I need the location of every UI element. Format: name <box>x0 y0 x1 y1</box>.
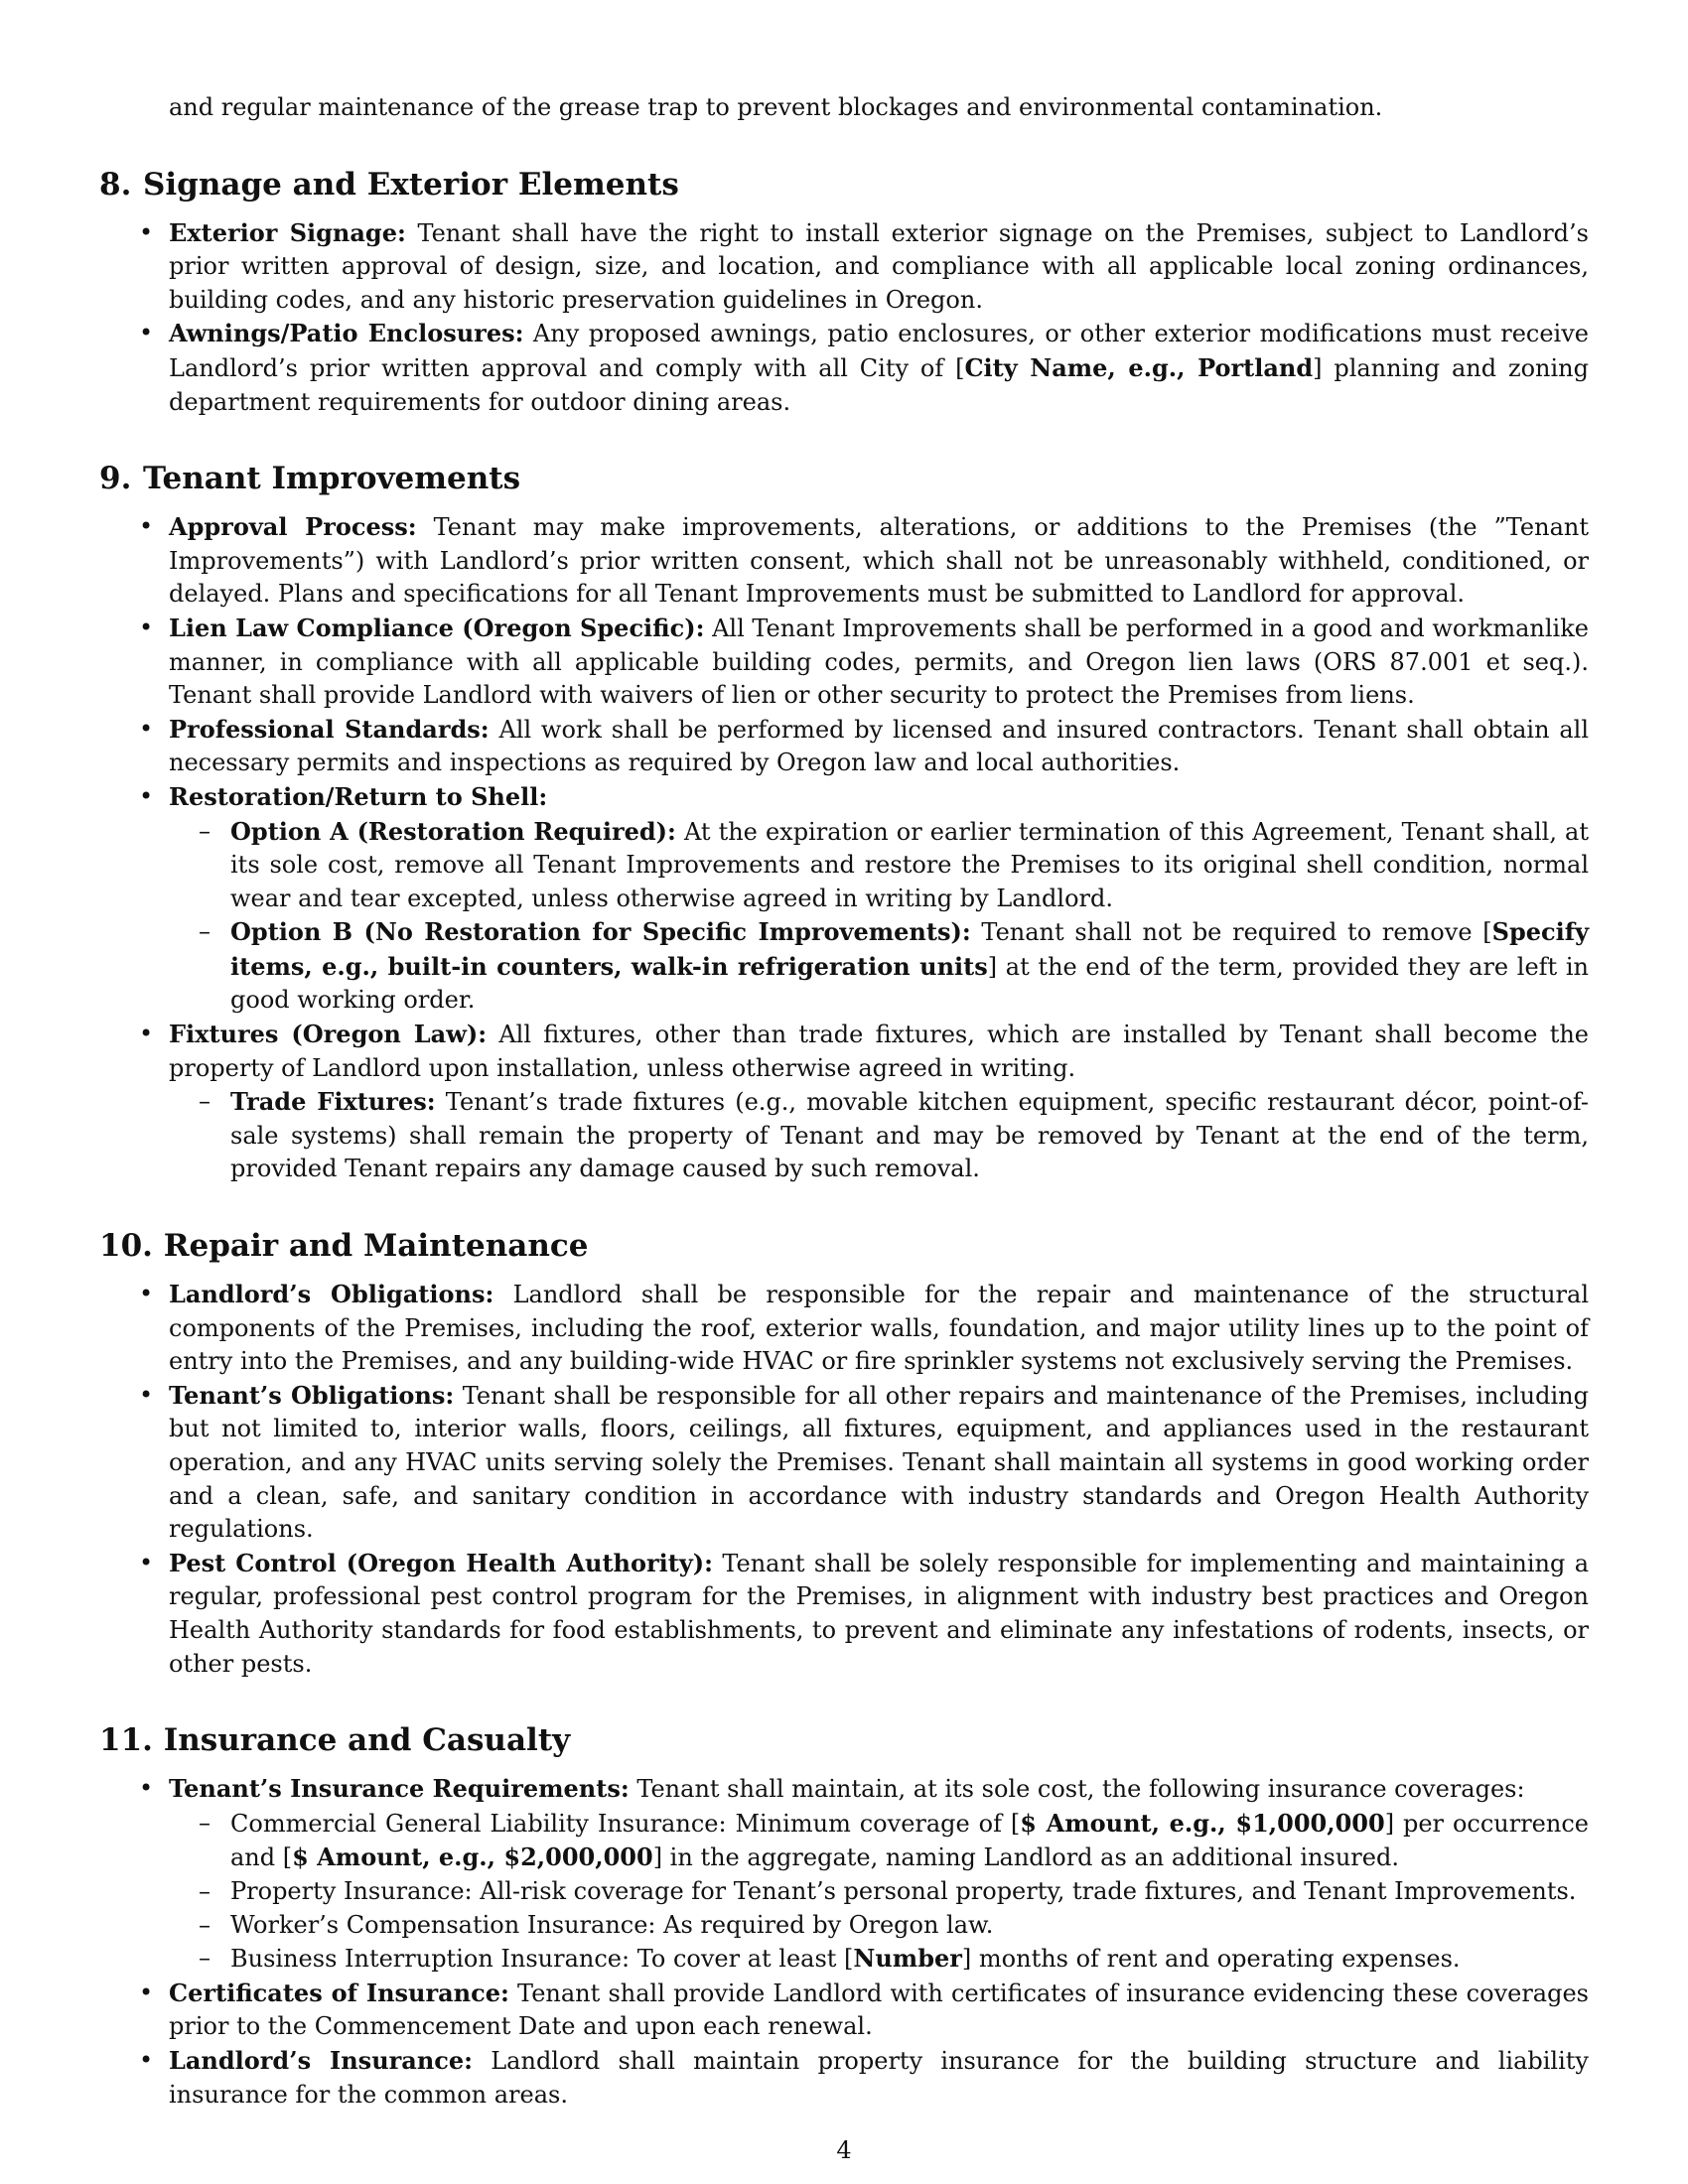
item-label: Awnings/Patio Enclosures: <box>169 319 524 348</box>
item-label: Landlord’s Obligations: <box>169 1280 494 1309</box>
list-item-landlord-insurance <box>169 2044 1589 2112</box>
item-text: ] months of rent and operating expenses. <box>961 1945 1461 1974</box>
section-10-heading <box>99 1226 1589 1266</box>
item-text: Tenant’s trade fixtures (e.g., movable kitchen equipment, specific restaurant décor, point-of-sale systems) shall remain the property of Tenant and may be removed by Tenant at the end of the term, provided Tenant repairs any damage caused by such removal. <box>230 1088 1589 1183</box>
item-text: All Tenant Improvements shall be performed in a good and workmanlike manner, in compliance with all applicable building codes, permits, and Oregon lien laws (ORS 87.001 et seq.). Tenant shall provide Landlord with waivers of lien or other security to protect the Premises from liens. <box>169 614 1589 710</box>
list-item-certificates <box>169 1977 1589 2044</box>
list-item-insurance-requirements <box>169 1772 1589 1977</box>
page-number: 4 <box>836 2136 852 2164</box>
item-text: Business Interruption Insurance: To cover at least [ <box>230 1945 854 1974</box>
item-label: Restoration/Return to Shell: <box>169 781 548 811</box>
item-text: At the expiration or earlier termination of this Agreement, Tenant shall, at its sole cost, remove all Tenant Improvements and restore the Premises to its original shell condition, normal wear and tear excepted, unless otherwise agreed in writing by Landlord. <box>230 817 1589 912</box>
item-label: Lien Law Compliance (Oregon Specific): <box>169 613 705 642</box>
list-item-awnings <box>169 317 1589 419</box>
intro-paragraph: and regular maintenance of the grease trap to prevent blockages and environmental contamination. <box>169 93 1383 121</box>
sublist-item-workers-comp: – Worker’s Compensation Insurance: As required by Oregon law. <box>230 1909 1589 1943</box>
item-label: Fixtures (Oregon Law): <box>169 1020 488 1049</box>
section-title: Insurance and Casualty <box>163 1722 571 1759</box>
item-text: All work shall be performed by licensed and insured contractors. Tenant shall obtain all necessary permits and inspections as required by Oregon law and local authorities. <box>169 715 1589 777</box>
item-text: ] in the aggregate, naming Landlord as an additional insured. <box>652 1843 1399 1872</box>
sublist-item-option-b <box>230 915 1589 1018</box>
list-item-tenant-obligations <box>169 1379 1589 1547</box>
item-label: Option B (No Restoration for Specific Improvements): <box>230 917 971 947</box>
item-text: All fixtures, other than trade fixtures, which are installed by Tenant shall become the property of Landlord upon installation, unless otherwise agreed in writing. <box>169 1021 1589 1082</box>
list-item-fixtures <box>169 1018 1589 1186</box>
section-11-list <box>99 1772 1589 2112</box>
item-label: Certificates of Insurance: <box>169 1978 509 2007</box>
item-text: Tenant shall provide Landlord with certificates of insurance evidencing these coverages prior to the Commencement Date and upon each renewal. <box>169 1979 1589 2041</box>
item-text: Tenant may make improvements, alterations, or additions to the Premises (the ”Tenant Improvements”) with Landlord’s prior written consent, which shall not be unreasonably withheld, conditioned, or delayed. Plans and specifications for all Tenant Improvements must be submitted to Landlord for approval. <box>169 513 1589 609</box>
item-label: Option A (Restoration Required): <box>230 816 676 846</box>
section-title: Repair and Maintenance <box>163 1228 589 1265</box>
list-item-restoration <box>169 780 1589 1018</box>
restoration-sublist <box>169 815 1589 1019</box>
placeholder-number: Number <box>853 1944 962 1974</box>
document-page <box>99 91 1589 2112</box>
fixtures-sublist <box>169 1085 1589 1186</box>
section-9-list <box>99 510 1589 1186</box>
item-label: Approval Process: <box>169 512 417 542</box>
item-text: Commercial General Liability Insurance: Minimum coverage of [ <box>230 1809 1021 1838</box>
list-item-approval-process <box>169 510 1589 612</box>
list-item-lien-law <box>169 612 1589 713</box>
item-text: Any proposed awnings, patio enclosures, or other exterior modifications must receive Landlord’s prior written approval and comply with all City of [ <box>169 320 1589 382</box>
sublist-item-business-interruption <box>230 1942 1589 1977</box>
list-item-pest-control <box>169 1547 1589 1681</box>
placeholder-specify-items: Specify items, e.g., built-in counters, walk-in refrigeration units <box>230 917 1590 981</box>
sublist-item-cgl <box>230 1807 1589 1875</box>
placeholder-amount-aggregate: $ Amount, e.g., $2,000,000 <box>292 1843 653 1872</box>
section-11-heading <box>99 1720 1589 1760</box>
insurance-sublist <box>169 1807 1589 1977</box>
item-label: Tenant’s Obligations: <box>169 1380 455 1410</box>
item-text: Tenant shall have the right to install exterior signage on the Premises, subject to Landlord’s prior written approval of design, size, and location, and compliance with all applicable local zoning ordinances, building codes, and any historic preservation guidelines in Oregon. <box>169 218 1589 314</box>
section-10-list <box>99 1278 1589 1681</box>
item-text: ] planning and zoning department requirements for outdoor dining areas. <box>169 353 1589 416</box>
item-label: Exterior Signage: <box>169 217 406 247</box>
list-item-landlord-obligations <box>169 1278 1589 1379</box>
item-label: Pest Control (Oregon Health Authority): <box>169 1548 714 1577</box>
sublist-item-trade-fixtures <box>230 1085 1589 1186</box>
item-text: ] at the end of the term, provided they are left in good working order. <box>230 952 1590 1015</box>
item-label: Professional Standards: <box>169 714 490 744</box>
section-number: 11. <box>99 1722 153 1759</box>
list-item-exterior-signage <box>169 216 1589 318</box>
placeholder-amount-occurrence: $ Amount, e.g., $1,000,000 <box>1020 1808 1385 1838</box>
item-label: Landlord’s Insurance: <box>169 2045 474 2075</box>
section-9-heading <box>99 459 1589 498</box>
item-text: Landlord shall maintain property insurance for the building structure and liability insurance for the common areas. <box>169 2046 1589 2109</box>
item-text: Tenant shall not be required to remove [ <box>970 918 1492 947</box>
sublist-item-property-insurance: – Property Insurance: All-risk coverage for Tenant’s personal property, trade fixtures, and Tenant Improvements. <box>230 1875 1589 1909</box>
section-title: Signage and Exterior Elements <box>143 166 679 203</box>
section-number: 8. <box>99 166 132 203</box>
section-number: 9. <box>99 461 132 497</box>
placeholder-city-name: City Name, e.g., Portland <box>964 352 1314 382</box>
item-label: Tenant’s Insurance Requirements: <box>169 1774 630 1804</box>
item-text: Tenant shall be responsible for all other repairs and maintenance of the Premises, including but not limited to, interior walls, floors, ceilings, all fixtures, equipment, and appliances used in the restaurant operation, and any HVAC units serving solely the Premises. Tenant shall maintain all systems in good working order and a clean, safe, and sanitary condition in accordance with industry standards and Oregon Health Authority regulations. <box>169 1381 1589 1544</box>
item-text: Landlord shall be responsible for the repair and maintenance of the structural components of the Premises, including the roof, exterior walls, foundation, and major utility lines up to the point of entry into the Premises, and any building-wide HVAC or fire sprinkler systems not exclusively serving the Premises. <box>169 1281 1590 1376</box>
item-text: Tenant shall maintain, at its sole cost, the following insurance coverages: <box>629 1775 1525 1804</box>
section-number: 10. <box>99 1228 153 1265</box>
sublist-item-option-a <box>230 815 1589 916</box>
item-text: Tenant shall be solely responsible for implementing and maintaining a regular, professional pest control program for the Premises, in alignment with industry best practices and Oregon Health Authority standards for food establishments, to prevent and eliminate any infestations of rodents, insects, or other pests. <box>169 1549 1589 1678</box>
item-text: ] per occurrence and [ <box>230 1809 1589 1872</box>
section-title: Tenant Improvements <box>143 461 521 497</box>
item-label: Trade Fixtures: <box>230 1087 436 1117</box>
section-8-heading <box>99 165 1589 205</box>
section-8-list <box>99 216 1589 420</box>
list-item-professional-standards <box>169 713 1589 780</box>
